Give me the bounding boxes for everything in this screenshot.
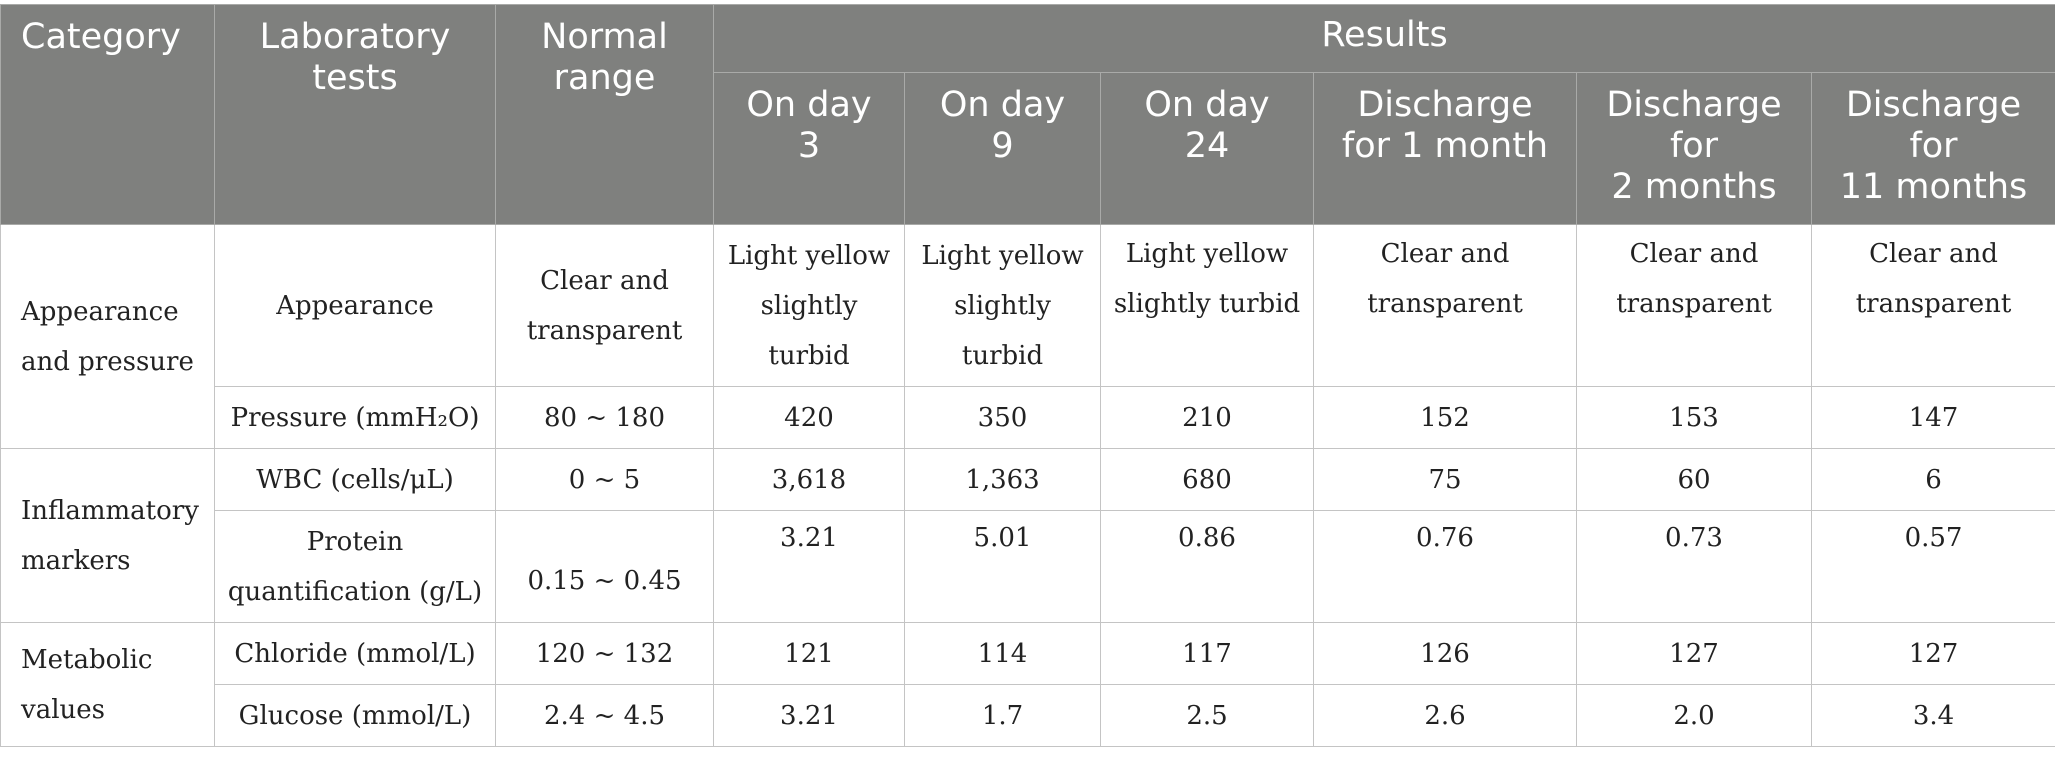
result-wbc-day9: 1,363: [905, 449, 1101, 511]
result-chloride-day9: 114: [905, 623, 1101, 685]
result-protein-day9: 5.01: [905, 511, 1101, 623]
result-pressure-11months: 147: [1812, 387, 2055, 449]
result-protein-day24: 0.86: [1101, 511, 1314, 623]
header-discharge-11-months: Discharge for 11 months: [1812, 73, 2055, 225]
result-appearance-11months: Clear and transparent: [1812, 225, 2055, 387]
range-pressure: 80 ~ 180: [496, 387, 714, 449]
category-appearance-pressure: Appearance and pressure: [1, 225, 215, 449]
result-appearance-day24: Light yellow slightly turbid: [1101, 225, 1314, 387]
range-wbc: 0 ~ 5: [496, 449, 714, 511]
result-protein-1month: 0.76: [1314, 511, 1577, 623]
result-pressure-day9: 350: [905, 387, 1101, 449]
result-wbc-day24: 680: [1101, 449, 1314, 511]
test-chloride: Chloride (mmol/L): [215, 623, 496, 685]
result-chloride-2months: 127: [1577, 623, 1812, 685]
result-appearance-day3: Light yellow slightly turbid: [714, 225, 905, 387]
table-row-wbc: [1, 449, 2055, 511]
result-chloride-day3: 121: [714, 623, 905, 685]
result-wbc-day3: 3,618: [714, 449, 905, 511]
result-pressure-day3: 420: [714, 387, 905, 449]
test-wbc: WBC (cells/μL): [215, 449, 496, 511]
result-glucose-1month: 2.6: [1314, 685, 1577, 747]
lab-results-table: [0, 4, 2055, 747]
test-pressure: Pressure (mmH₂O): [215, 387, 496, 449]
result-protein-11months: 0.57: [1812, 511, 2055, 623]
result-glucose-day9: 1.7: [905, 685, 1101, 747]
header-on-day-24: On day 24: [1101, 73, 1314, 225]
result-appearance-day9: Light yellow slightly turbid: [905, 225, 1101, 387]
result-pressure-2months: 153: [1577, 387, 1812, 449]
result-glucose-2months: 2.0: [1577, 685, 1812, 747]
table-row-glucose: [1, 685, 2055, 747]
range-appearance: Clear and transparent: [496, 225, 714, 387]
header-discharge-2-months: Discharge for 2 months: [1577, 73, 1812, 225]
result-glucose-day3: 3.21: [714, 685, 905, 747]
range-protein: 0.15 ~ 0.45: [496, 511, 714, 623]
header-laboratory-tests: Laboratory tests: [215, 5, 496, 225]
table-row-pressure: [1, 387, 2055, 449]
result-appearance-1month: Clear and transparent: [1314, 225, 1577, 387]
header-normal-range: Normal range: [496, 5, 714, 225]
result-pressure-1month: 152: [1314, 387, 1577, 449]
result-wbc-2months: 60: [1577, 449, 1812, 511]
result-wbc-1month: 75: [1314, 449, 1577, 511]
test-appearance: Appearance: [215, 225, 496, 387]
result-wbc-11months: 6: [1812, 449, 2055, 511]
header-on-day-9: On day 9: [905, 73, 1101, 225]
table-row-chloride: [1, 623, 2055, 685]
result-chloride-day24: 117: [1101, 623, 1314, 685]
header-on-day-3: On day 3: [714, 73, 905, 225]
table-row-protein: [1, 511, 2055, 623]
category-metabolic-values: Metabolic values: [1, 623, 215, 747]
test-protein: Protein quantification (g/L): [215, 511, 496, 623]
result-chloride-1month: 126: [1314, 623, 1577, 685]
result-appearance-2months: Clear and transparent: [1577, 225, 1812, 387]
result-glucose-11months: 3.4: [1812, 685, 2055, 747]
range-glucose: 2.4 ~ 4.5: [496, 685, 714, 747]
header-category: Category: [1, 5, 215, 225]
range-chloride: 120 ~ 132: [496, 623, 714, 685]
result-pressure-day24: 210: [1101, 387, 1314, 449]
result-chloride-11months: 127: [1812, 623, 2055, 685]
category-inflammatory-markers: Inflammatory markers: [1, 449, 215, 623]
result-protein-day3: 3.21: [714, 511, 905, 623]
test-glucose: Glucose (mmol/L): [215, 685, 496, 747]
header-discharge-1-month: Discharge for 1 month: [1314, 73, 1577, 225]
result-protein-2months: 0.73: [1577, 511, 1812, 623]
header-results: Results: [714, 5, 2055, 73]
result-glucose-day24: 2.5: [1101, 685, 1314, 747]
table-row-appearance: [1, 225, 2055, 387]
